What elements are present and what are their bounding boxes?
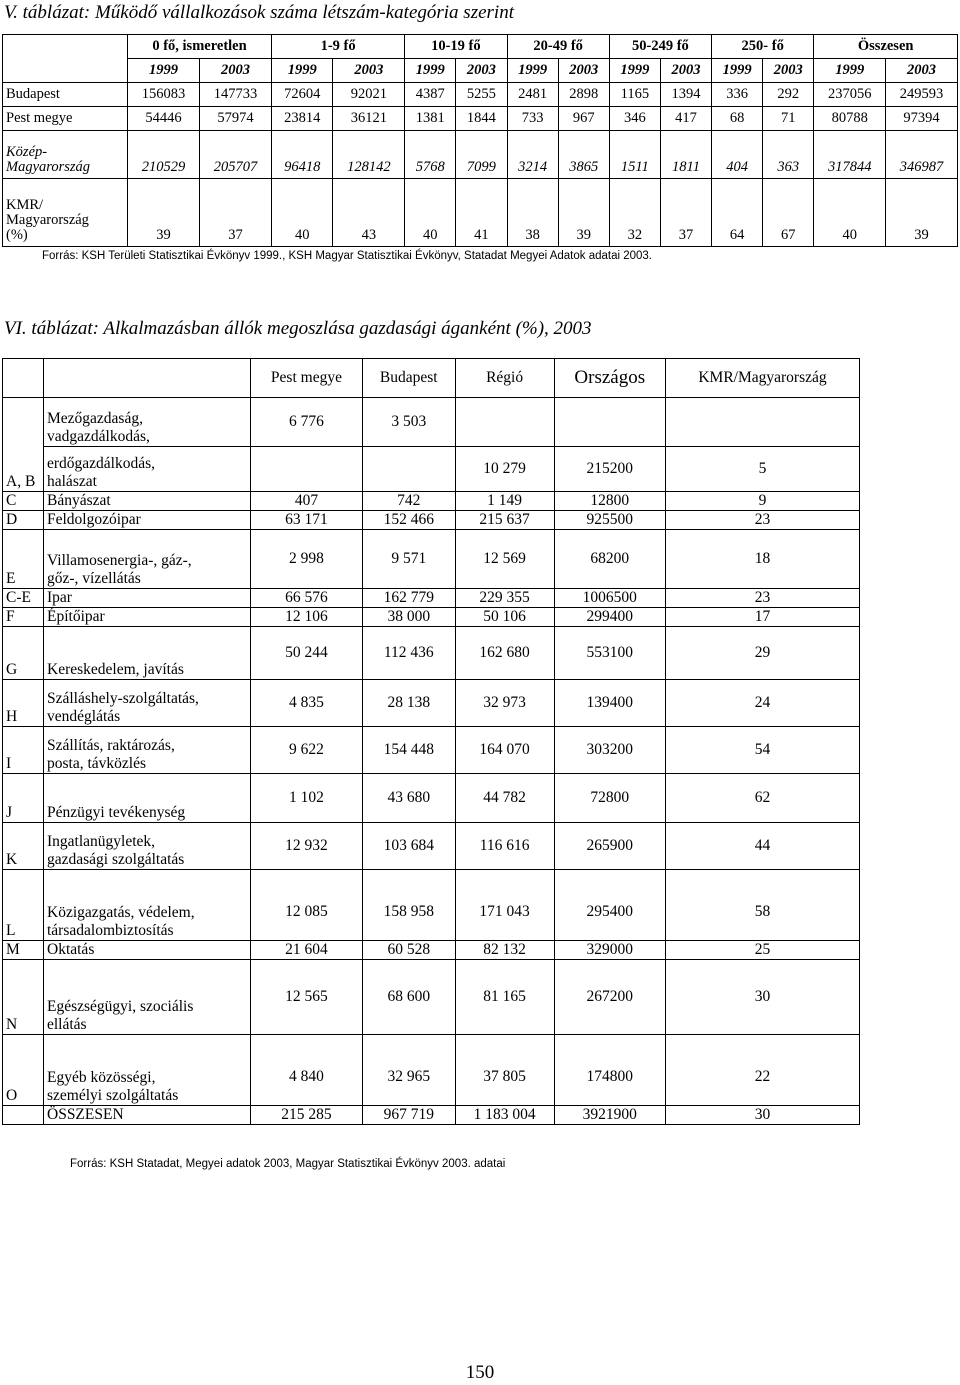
cell: 5255 (456, 83, 507, 107)
cell: 23814 (272, 107, 333, 131)
category-header: 10-19 fő (405, 35, 507, 59)
cell: 5 (665, 447, 859, 492)
branch-name-line: erdőgazdálkodás, (47, 455, 156, 472)
branch-code: C-E (3, 589, 44, 608)
cell: 1165 (609, 83, 660, 107)
year-header: 1999 (272, 59, 333, 83)
cell: 346 (609, 107, 660, 131)
cell: 128142 (333, 131, 405, 179)
year-header: 2003 (660, 59, 711, 83)
branch-name (44, 530, 251, 589)
cell: 3921900 (554, 1106, 665, 1125)
cell: 37 (200, 179, 272, 247)
cell: 12 106 (251, 608, 363, 627)
header-corner (44, 359, 251, 398)
cell: 12 085 (251, 870, 363, 941)
branch-name (44, 823, 251, 870)
column-header: Országos (554, 359, 665, 398)
cell: 1811 (660, 131, 711, 179)
cell: 32 973 (455, 680, 554, 727)
table-row (3, 870, 860, 941)
cell: 50 106 (455, 608, 554, 627)
branch-code (3, 1106, 44, 1125)
year-header: 2003 (333, 59, 405, 83)
cell: 407 (251, 492, 363, 511)
cell: 1 183 004 (455, 1106, 554, 1125)
cell: 1 102 (251, 774, 363, 823)
cell: 2 998 (251, 530, 363, 589)
cell: 152 466 (362, 511, 455, 530)
cell: 38 000 (362, 608, 455, 627)
cell: 3865 (558, 131, 609, 179)
table6-header-row (3, 359, 860, 398)
row-label-line: KMR/ (6, 197, 44, 213)
header-corner (3, 59, 128, 83)
cell: 64 (712, 179, 763, 247)
cell: 164 070 (455, 727, 554, 774)
cell: 1006500 (554, 589, 665, 608)
cell: 4 840 (251, 1035, 363, 1106)
category-header: 250- fő (712, 35, 814, 59)
cell: 7099 (456, 131, 507, 179)
branch-name-line: társadalombiztosítás (47, 922, 174, 939)
cell: 346987 (886, 131, 958, 179)
cell: 25 (665, 941, 859, 960)
cell: 41 (456, 179, 507, 247)
cell: 295400 (554, 870, 665, 941)
category-header: 1-9 fő (272, 35, 405, 59)
branch-name (44, 1035, 251, 1106)
branch-name: Bányászat (44, 492, 251, 511)
table5 (2, 34, 958, 247)
year-header: 1999 (609, 59, 660, 83)
branch-code: K (3, 823, 44, 870)
branch-name (44, 680, 251, 727)
cell: 5768 (405, 131, 456, 179)
cell: 116 616 (455, 823, 554, 870)
branch-name: Ipar (44, 589, 251, 608)
cell (455, 398, 554, 447)
page-number: 150 (465, 1362, 495, 1383)
cell: 28 138 (362, 680, 455, 727)
cell: 29 (665, 627, 859, 680)
cell: 4387 (405, 83, 456, 107)
cell: 36121 (333, 107, 405, 131)
cell: 2898 (558, 83, 609, 107)
branch-name-line: vadgazdálkodás, (47, 428, 150, 445)
cell: 92021 (333, 83, 405, 107)
cell: 3 503 (362, 398, 455, 447)
cell: 9 (665, 492, 859, 511)
table-row (3, 627, 860, 680)
branch-name-line: Közigazgatás, védelem, (47, 904, 195, 921)
branch-name: Kereskedelem, javítás (44, 627, 251, 680)
cell: 292 (763, 83, 814, 107)
branch-name-line: ellátás (47, 1016, 87, 1033)
year-header: 1999 (405, 59, 456, 83)
cell: 37 805 (455, 1035, 554, 1106)
column-header: Pest megye (251, 359, 363, 398)
cell (251, 447, 363, 492)
column-header: KMR/Magyarország (665, 359, 859, 398)
cell: 81 165 (455, 960, 554, 1035)
branch-name-line: posta, távközlés (47, 755, 147, 772)
branch-code: A, B (3, 398, 44, 492)
cell: 1844 (456, 107, 507, 131)
cell: 265900 (554, 823, 665, 870)
year-header: 1999 (712, 59, 763, 83)
branch-code: D (3, 511, 44, 530)
cell: 12 565 (251, 960, 363, 1035)
branch-name: Pénzügyi tevékenység (44, 774, 251, 823)
cell: 4 835 (251, 680, 363, 727)
cell: 12800 (554, 492, 665, 511)
cell: 67 (763, 179, 814, 247)
branch-name-line: személyi szolgáltatás (47, 1087, 179, 1104)
year-header: 2003 (886, 59, 958, 83)
row-label-line: Közép- (6, 144, 48, 160)
cell: 158 958 (362, 870, 455, 941)
row-label: Pest megye (3, 107, 128, 131)
cell: 733 (507, 107, 558, 131)
cell (554, 398, 665, 447)
cell: 62 (665, 774, 859, 823)
row-label-line: (%) (6, 227, 28, 243)
table-row (3, 530, 860, 589)
table-row (3, 823, 860, 870)
cell: 54446 (128, 107, 200, 131)
cell: 742 (362, 492, 455, 511)
cell: 37 (660, 179, 711, 247)
table-row (3, 1106, 860, 1125)
cell: 12 569 (455, 530, 554, 589)
row-label (3, 179, 128, 247)
column-header: Budapest (362, 359, 455, 398)
branch-code: O (3, 1035, 44, 1106)
cell: 1511 (609, 131, 660, 179)
table-row (3, 511, 860, 530)
branch-code: E (3, 530, 44, 589)
table-row (3, 774, 860, 823)
branch-name-line: Egyéb közösségi, (47, 1069, 156, 1086)
table5-category-header-row (3, 35, 958, 59)
cell: 215200 (554, 447, 665, 492)
table6-source: Forrás: KSH Statadat, Megyei adatok 2003, Magyar Statisztikai Évkönyv 2003. adatai (70, 1158, 506, 1170)
branch-code: F (3, 608, 44, 627)
cell: 925500 (554, 511, 665, 530)
table-row (3, 492, 860, 511)
cell: 1 149 (455, 492, 554, 511)
table5-source: Forrás: KSH Területi Statisztikai Évkönyv 1999., KSH Magyar Statisztikai Évkönyv, Statadat Megyei Adatok adatai 2003. (42, 250, 653, 262)
year-header: 2003 (558, 59, 609, 83)
cell: 967 (558, 107, 609, 131)
table-row (3, 727, 860, 774)
table6-title: VI. táblázat: Alkalmazásban állók megoszlása gazdasági áganként (%), 2003 (4, 318, 592, 339)
cell: 162 779 (362, 589, 455, 608)
cell: 68 600 (362, 960, 455, 1035)
cell: 71 (763, 107, 814, 131)
cell: 96418 (272, 131, 333, 179)
cell: 967 719 (362, 1106, 455, 1125)
cell: 32 965 (362, 1035, 455, 1106)
cell: 12 932 (251, 823, 363, 870)
cell: 9 571 (362, 530, 455, 589)
cell: 171 043 (455, 870, 554, 941)
cell: 229 355 (455, 589, 554, 608)
branch-name-line: Ingatlanügyletek, (47, 833, 156, 850)
cell: 66 576 (251, 589, 363, 608)
branch-name-line: Szállítás, raktározás, (47, 737, 175, 754)
cell: 174800 (554, 1035, 665, 1106)
cell: 363 (763, 131, 814, 179)
cell: 50 244 (251, 627, 363, 680)
cell: 18 (665, 530, 859, 589)
cell: 43 680 (362, 774, 455, 823)
table-row (3, 179, 958, 247)
cell (665, 398, 859, 447)
year-header: 1999 (128, 59, 200, 83)
cell: 68200 (554, 530, 665, 589)
cell: 72800 (554, 774, 665, 823)
branch-name-line: Szálláshely-szolgáltatás, (47, 690, 199, 707)
cell (362, 447, 455, 492)
branch-name (44, 727, 251, 774)
cell: 103 684 (362, 823, 455, 870)
cell: 303200 (554, 727, 665, 774)
cell: 154 448 (362, 727, 455, 774)
cell: 10 279 (455, 447, 554, 492)
year-header: 1999 (507, 59, 558, 83)
column-header: Régió (455, 359, 554, 398)
cell: 336 (712, 83, 763, 107)
header-corner (3, 359, 44, 398)
cell: 22 (665, 1035, 859, 1106)
cell: 237056 (814, 83, 886, 107)
cell: 40 (814, 179, 886, 247)
branch-code: G (3, 627, 44, 680)
cell: 68 (712, 107, 763, 131)
cell: 156083 (128, 83, 200, 107)
cell: 3214 (507, 131, 558, 179)
table-row (3, 398, 860, 447)
year-header: 1999 (814, 59, 886, 83)
year-header: 2003 (763, 59, 814, 83)
cell: 40 (272, 179, 333, 247)
cell: 54 (665, 727, 859, 774)
branch-name: Feldolgozóipar (44, 511, 251, 530)
branch-code: J (3, 774, 44, 823)
cell: 215 285 (251, 1106, 363, 1125)
cell: 299400 (554, 608, 665, 627)
cell: 24 (665, 680, 859, 727)
cell: 267200 (554, 960, 665, 1035)
cell: 57974 (200, 107, 272, 131)
branch-name (44, 960, 251, 1035)
cell: 112 436 (362, 627, 455, 680)
row-label (3, 131, 128, 179)
cell: 317844 (814, 131, 886, 179)
cell: 6 776 (251, 398, 363, 447)
cell: 30 (665, 1106, 859, 1125)
row-label-line: Magyarország (6, 159, 91, 175)
year-header: 2003 (456, 59, 507, 83)
table-row (3, 131, 958, 179)
cell: 17 (665, 608, 859, 627)
cell: 205707 (200, 131, 272, 179)
cell: 249593 (886, 83, 958, 107)
branch-code: N (3, 960, 44, 1035)
branch-code: L (3, 870, 44, 941)
branch-code: C (3, 492, 44, 511)
cell: 30 (665, 960, 859, 1035)
cell: 23 (665, 511, 859, 530)
cell: 1381 (405, 107, 456, 131)
cell: 38 (507, 179, 558, 247)
cell: 39 (886, 179, 958, 247)
cell: 32 (609, 179, 660, 247)
table-row (3, 960, 860, 1035)
category-header: 20-49 fő (507, 35, 609, 59)
table-row (3, 1035, 860, 1106)
branch-name (44, 447, 251, 492)
cell: 139400 (554, 680, 665, 727)
category-header: Összesen (814, 35, 958, 59)
branch-name: Oktatás (44, 941, 251, 960)
branch-name (44, 398, 251, 447)
cell: 162 680 (455, 627, 554, 680)
table6 (2, 358, 860, 1125)
cell: 1394 (660, 83, 711, 107)
branch-name: ÖSSZESEN (44, 1106, 251, 1125)
cell: 40 (405, 179, 456, 247)
cell: 210529 (128, 131, 200, 179)
table-row (3, 447, 860, 492)
branch-name: Építőipar (44, 608, 251, 627)
cell: 39 (558, 179, 609, 247)
cell: 43 (333, 179, 405, 247)
cell: 553100 (554, 627, 665, 680)
row-label-line: Magyarország (6, 212, 89, 228)
table-row (3, 608, 860, 627)
table-row (3, 107, 958, 131)
branch-code: I (3, 727, 44, 774)
cell: 23 (665, 589, 859, 608)
cell: 44 782 (455, 774, 554, 823)
branch-name-line: halászat (47, 473, 97, 490)
table5-year-header-row (3, 59, 958, 83)
cell: 21 604 (251, 941, 363, 960)
branch-name-line: Mezőgazdaság, (47, 410, 143, 427)
category-header: 50-249 fő (609, 35, 711, 59)
branch-name-line: Villamosenergia-, gáz-, (47, 552, 192, 569)
cell: 2481 (507, 83, 558, 107)
cell: 404 (712, 131, 763, 179)
branch-name (44, 870, 251, 941)
cell: 39 (128, 179, 200, 247)
cell: 147733 (200, 83, 272, 107)
cell: 215 637 (455, 511, 554, 530)
cell: 9 622 (251, 727, 363, 774)
cell: 58 (665, 870, 859, 941)
year-header: 2003 (200, 59, 272, 83)
cell: 417 (660, 107, 711, 131)
header-corner (3, 35, 128, 59)
cell: 82 132 (455, 941, 554, 960)
table-row (3, 941, 860, 960)
branch-name-line: gazdasági szolgáltatás (47, 851, 185, 868)
branch-name-line: vendéglátás (47, 708, 121, 725)
cell: 44 (665, 823, 859, 870)
cell: 329000 (554, 941, 665, 960)
cell: 72604 (272, 83, 333, 107)
branch-name-line: gőz-, vízellátás (47, 570, 141, 587)
table-row (3, 589, 860, 608)
branch-code: M (3, 941, 44, 960)
table5-title: V. táblázat: Működő vállalkozások száma létszám-kategória szerint (4, 2, 514, 23)
table-row (3, 680, 860, 727)
cell: 60 528 (362, 941, 455, 960)
cell: 63 171 (251, 511, 363, 530)
category-header: 0 fő, ismeretlen (128, 35, 272, 59)
branch-code: H (3, 680, 44, 727)
cell: 80788 (814, 107, 886, 131)
branch-name-line: Egészségügyi, szociális (47, 998, 194, 1015)
table-row (3, 83, 958, 107)
row-label: Budapest (3, 83, 128, 107)
cell: 97394 (886, 107, 958, 131)
